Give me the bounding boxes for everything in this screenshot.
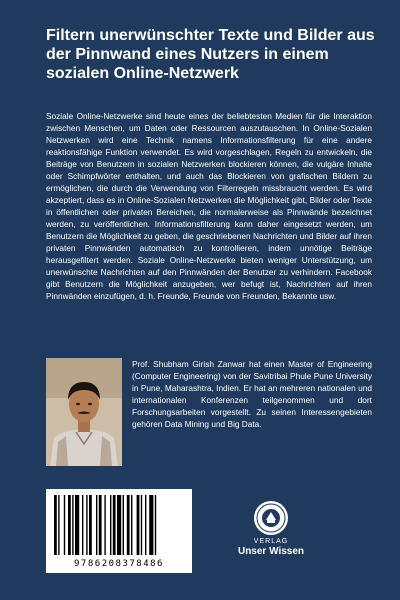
author-photo: [46, 358, 122, 466]
barcode-bar: [82, 495, 83, 555]
barcode-bar: [141, 495, 142, 555]
barcode-bar: [58, 495, 59, 555]
barcode-bar: [96, 495, 97, 555]
barcode-bar: [72, 495, 73, 555]
barcode-bar: [113, 495, 116, 555]
barcode-bar: [117, 495, 121, 555]
publisher-logo: [226, 500, 316, 557]
publisher-name: Unser Wissen: [237, 546, 305, 557]
publisher-verlag-label: VERLAG: [253, 538, 289, 545]
author-bio: Prof. Shubham Girish Zanwar hat einen Master of Engineering (Computer Engineering) von der Savitribai Phule Pune University in Pune, Maharashtra, Indien. Er hat an mehreren nationalen und internationalen Konferenzen teilgenommen und dort Forschungsarbeiten vorgestellt. Zu seinen Interessengebieten gehören Data Mining und Big Data.: [132, 359, 372, 429]
isbn-barcode: [46, 489, 192, 573]
barcode-bar: [123, 495, 124, 555]
barcode-bars: [46, 489, 192, 559]
barcode-bar: [54, 495, 57, 555]
isbn-number: 9786208378486: [74, 559, 164, 569]
barcode-bar: [131, 495, 132, 555]
book-title: Filtern unerwünschter Texte und Bilder aus der Pinnwand eines Nutzers in einem sozialen Online-Netzwerk: [46, 27, 375, 82]
barcode-bar: [155, 495, 156, 555]
barcode-bar: [75, 495, 79, 555]
barcode-bar: [110, 495, 111, 555]
barcode-bar: [145, 495, 146, 555]
barcode-bar: [127, 495, 130, 555]
barcode-bar: [137, 495, 140, 555]
barcode-bar: [104, 495, 105, 555]
barcode-bar: [86, 495, 87, 555]
barcode-bar: [89, 495, 92, 555]
barcode-bar: [99, 495, 102, 555]
barcode-bar: [68, 495, 71, 555]
book-description: Soziale Online-Netzwerke sind heute eines der beliebtesten Medien für die Interaktion zwischen Menschen, um Daten oder Ressourcen auszutauschen. In Online-Sozialen Netzwerken wird eine Technik namens Informationsfilterung für eine andere reaktionsfähige Funktion verwendet. Es wird vorgeschlagen, Regeln zu entwickeln, die Beiträge von Benutzern in sozialen Netzwerken blockieren können, die vulgäre Inhalte oder Schimpfwörter enthalten, und auch das Blockieren von grafischen Bildern zu ermöglichen, die durch die Verwendung von Filterregeln missbraucht werden. Es wird akzeptiert, dass es in Online-Sozialen Netzwerken die Möglichkeit gibt, Bilder oder Texte in öffentlichen oder privaten Bereichen, die normalerweise als Pinnwände bezeichnet werden, zu veröffentlichen. Informationsfilterung kann daher eingesetzt werden, um Benutzern die Möglichkeit zu geben, die geschriebenen Nachrichten und Bilder auf ihren privaten Pinnwänden automatisch zu kontrollieren, indem unnötige Beiträge herausgefiltert werden. Soziale Online-Netzwerke bieten weniger Unterstützung, um unerwünschte Nachrichten auf den Pinnwänden der Benutzer zu verhindern. Facebook gibt Benutzern die Möglichkeit anzugeben, wer befugt ist, Nachrichten auf ihren Pinnwänden einzufügen, d. h. Freunde, Freunde von Freunden, Bekannte usw.: [46, 111, 372, 301]
publisher-seal-icon: [253, 500, 289, 536]
barcode-bar: [64, 495, 65, 555]
barcode-bar: [149, 495, 153, 555]
